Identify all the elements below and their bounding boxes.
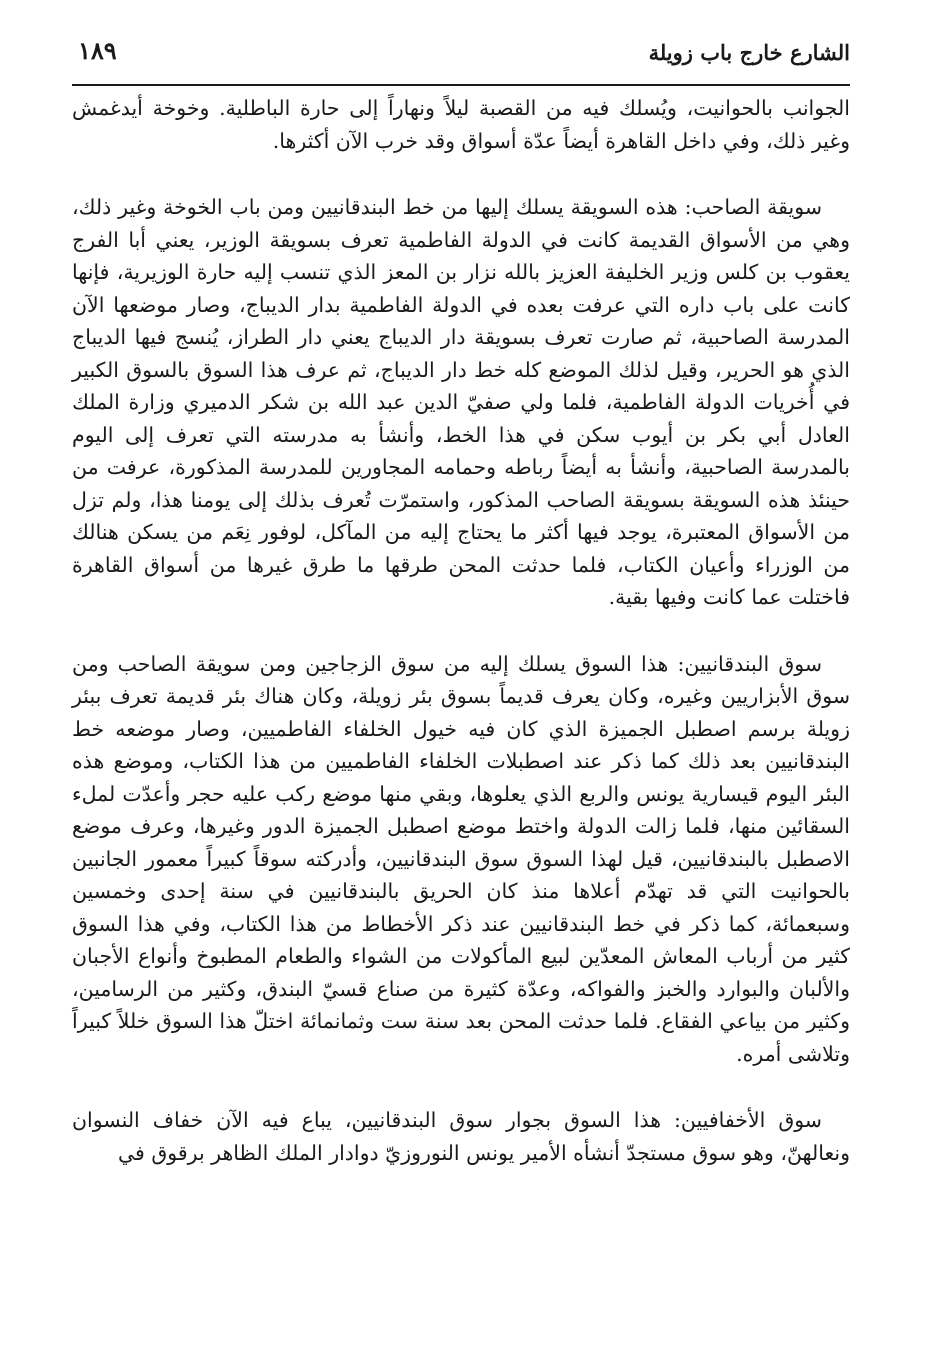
paragraph-continuation: الجوانب بالحوانيت، ويُسلك فيه من القصبة ليلاً ونهاراً إلى حارة الباطلية. وخوخة أيدغمش وغير ذلك، وفي داخل القاهرة أيضاً عدّة أسواق وقد خرب الآن أكثرها. (72, 96, 850, 153)
paragraph-suwayqat-al-sahib: سويقة الصاحب: هذه السويقة يسلك إليها من خط البندقانيين ومن باب الخوخة وغير ذلك، وهي من الأسواق القديمة كانت في الدولة الفاطمية تعرف بسويقة الوزير، يعني أبا الفرج يعقوب بن كلس وزير الخليفة العزيز بالله نزار بن المعز الذي تنسب إليه حارة الوزيرية، فإنها كانت على باب داره التي عرفت بعده في الدولة الفاطمية بدار الديباج، وصار موضعها الآن المدرسة الصاحبية، ثم صارت تعرف بسويقة دار الديباج يعني دار الطراز، يُنسج فيها الديباج الذي هو الحرير، وقيل لذلك الموضع كله خط دار الديباج، ثم عرف هذا السوق بالسوق الكبير في أُخريات الدولة الفاطمية، فلما ولي صفيّ الدين عبد الله بن شكر الدميري وزارة الملك العادل أبي بكر بن أيوب سكن في هذا الخط، وأنشأ به مدرسته التي تعرف إلى اليوم بالمدرسة الصاحبية، وأنشأ به أيضاً رباطه وحمامه المجاورين للمدرسة المذكورة، عرفت من حينئذ هذه السويقة بسويقة الصاحب المذكور، واستمرّت تُعرف بذلك إلى يومنا هذا، ولم تزل من الأسواق المعتبرة، يوجد فيها أكثر ما يحتاج إليه من المآكل، لوفور نِعَم من يسكن هنالك من الوزراء وأعيان الكتاب، فلما حدثت المحن طرقها ما طرق غيرها من أسواق القاهرة فاختلت عما كانت وفيها بقية. (72, 195, 850, 609)
page-header (72, 30, 850, 80)
body-text (72, 92, 850, 1203)
paragraph-suq-al-akhfafiyin: سوق الأخفافيين: هذا السوق بجوار سوق البندقانيين، يباع فيه الآن خفاف النسوان ونعالهنّ، وهو سوق مستجدّ أنشأه الأمير يونس النوروزيّ دوادار الملك الظاهر برقوق في (72, 1108, 850, 1165)
paragraph-suq-al-bunduqaniyin: سوق البندقانيين: هذا السوق يسلك إليه من سوق الزجاجين ومن سويقة الصاحب ومن سوق الأبزاريين وغيره، وكان يعرف قديماً بسوق بئر زويلة، وكان هناك بئر قديمة تعرف ببئر زويلة برسم اصطبل الجميزة الذي كان فيه خيول الخلفاء الفاطميين، وصار موضعه خط البندقانيين بعد ذلك كما ذكر عند اصطبلات الخلفاء الفاطميين من هذا الكتاب، وموضع هذه البئر اليوم قيسارية يونس والربع الذي يعلوها، وبقي منها موضع ركب عليه حجر وأعدّت لملء السقائين منها، فلما زالت الدولة واختط موضع اصطبل الجميزة الدور وغيرها، وعرف موضع الاصطبل بالبندقانيين، قيل لهذا السوق سوق البندقانيين، وأدركته سوقاً كبيراً معمور الجانبين بالحوانيت التي قد تهدّم أعلاها منذ كان الحريق بالبندقانيين في سنة إحدى وخمسين وسبعمائة، كما ذكر في خط البندقانيين عند ذكر الأخطاط من هذا الكتاب، وفي هذا السوق كثير من أرباب المعاش المعدّين لبيع المأكولات من الشواء والطعام المطبوخ وأنواع الأجبان والألبان والبوارد والخبز والفواكه، وعدّة كثيرة من صناع قسيّ البندق، وكثير من الرسامين، وكثير من بياعي الفقاع. فلما حدثت المحن بعد سنة ست وثمانمائة اختلّ هذا السوق خللاً كبيراً وتلاشى أمره. (72, 651, 850, 1066)
header-rule (72, 84, 850, 86)
running-title: الشارع خارج باب زويلة (648, 40, 850, 65)
page-number: ١٨٩ (78, 36, 117, 65)
